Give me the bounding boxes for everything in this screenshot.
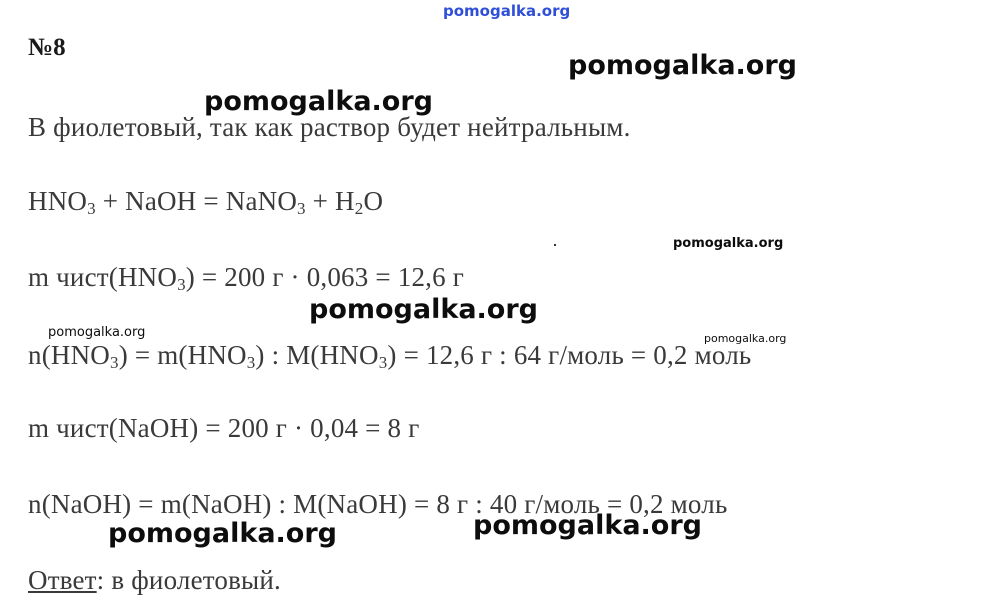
moles-naoh-line: n(NaOH) = m(NaOH) : M(NaOH) = 8 г : 40 г/моль = 0,2 моль (28, 489, 728, 519)
watermark: pomogalka.org (704, 332, 787, 345)
solution-line-1: В фиолетовый, так как раствор будет нейтральным. (28, 112, 631, 142)
mass-naoh-line: m чист(NaOH) = 200 г · 0,04 = 8 г (28, 413, 420, 443)
watermark: pomogalka.org (204, 86, 433, 117)
watermark: pomogalka.org (568, 50, 797, 81)
answer-line (28, 565, 281, 596)
answer-label: Ответ (28, 565, 97, 595)
reaction-equation: $HNO_3$ + NaOH = NaNO$_3$ + $H_2O$ (28, 186, 384, 218)
answer-text: : в фиолетовый. (96, 565, 281, 595)
stray-dot (554, 244, 556, 246)
task-number: №8 (28, 34, 66, 61)
watermark: pomogalka.org (473, 510, 702, 541)
watermark: pomogalka.org (673, 236, 784, 251)
moles-hno3-line: $n(HNO_3) = m(HNO_3)$ : $M(HNO_3) = 12,6$ г : 64 г/моль = 0,2 моль (28, 340, 752, 372)
watermark: pomogalka.org (309, 294, 538, 325)
watermark: pomogalka.org (48, 325, 146, 340)
watermark: pomogalka.org (108, 518, 337, 549)
site-link[interactable]: pomogalka.org (443, 2, 571, 20)
mass-hno3-line: m $чист(HNO_3) = 200$ г · 0,063 = 12,6 г (28, 262, 465, 294)
